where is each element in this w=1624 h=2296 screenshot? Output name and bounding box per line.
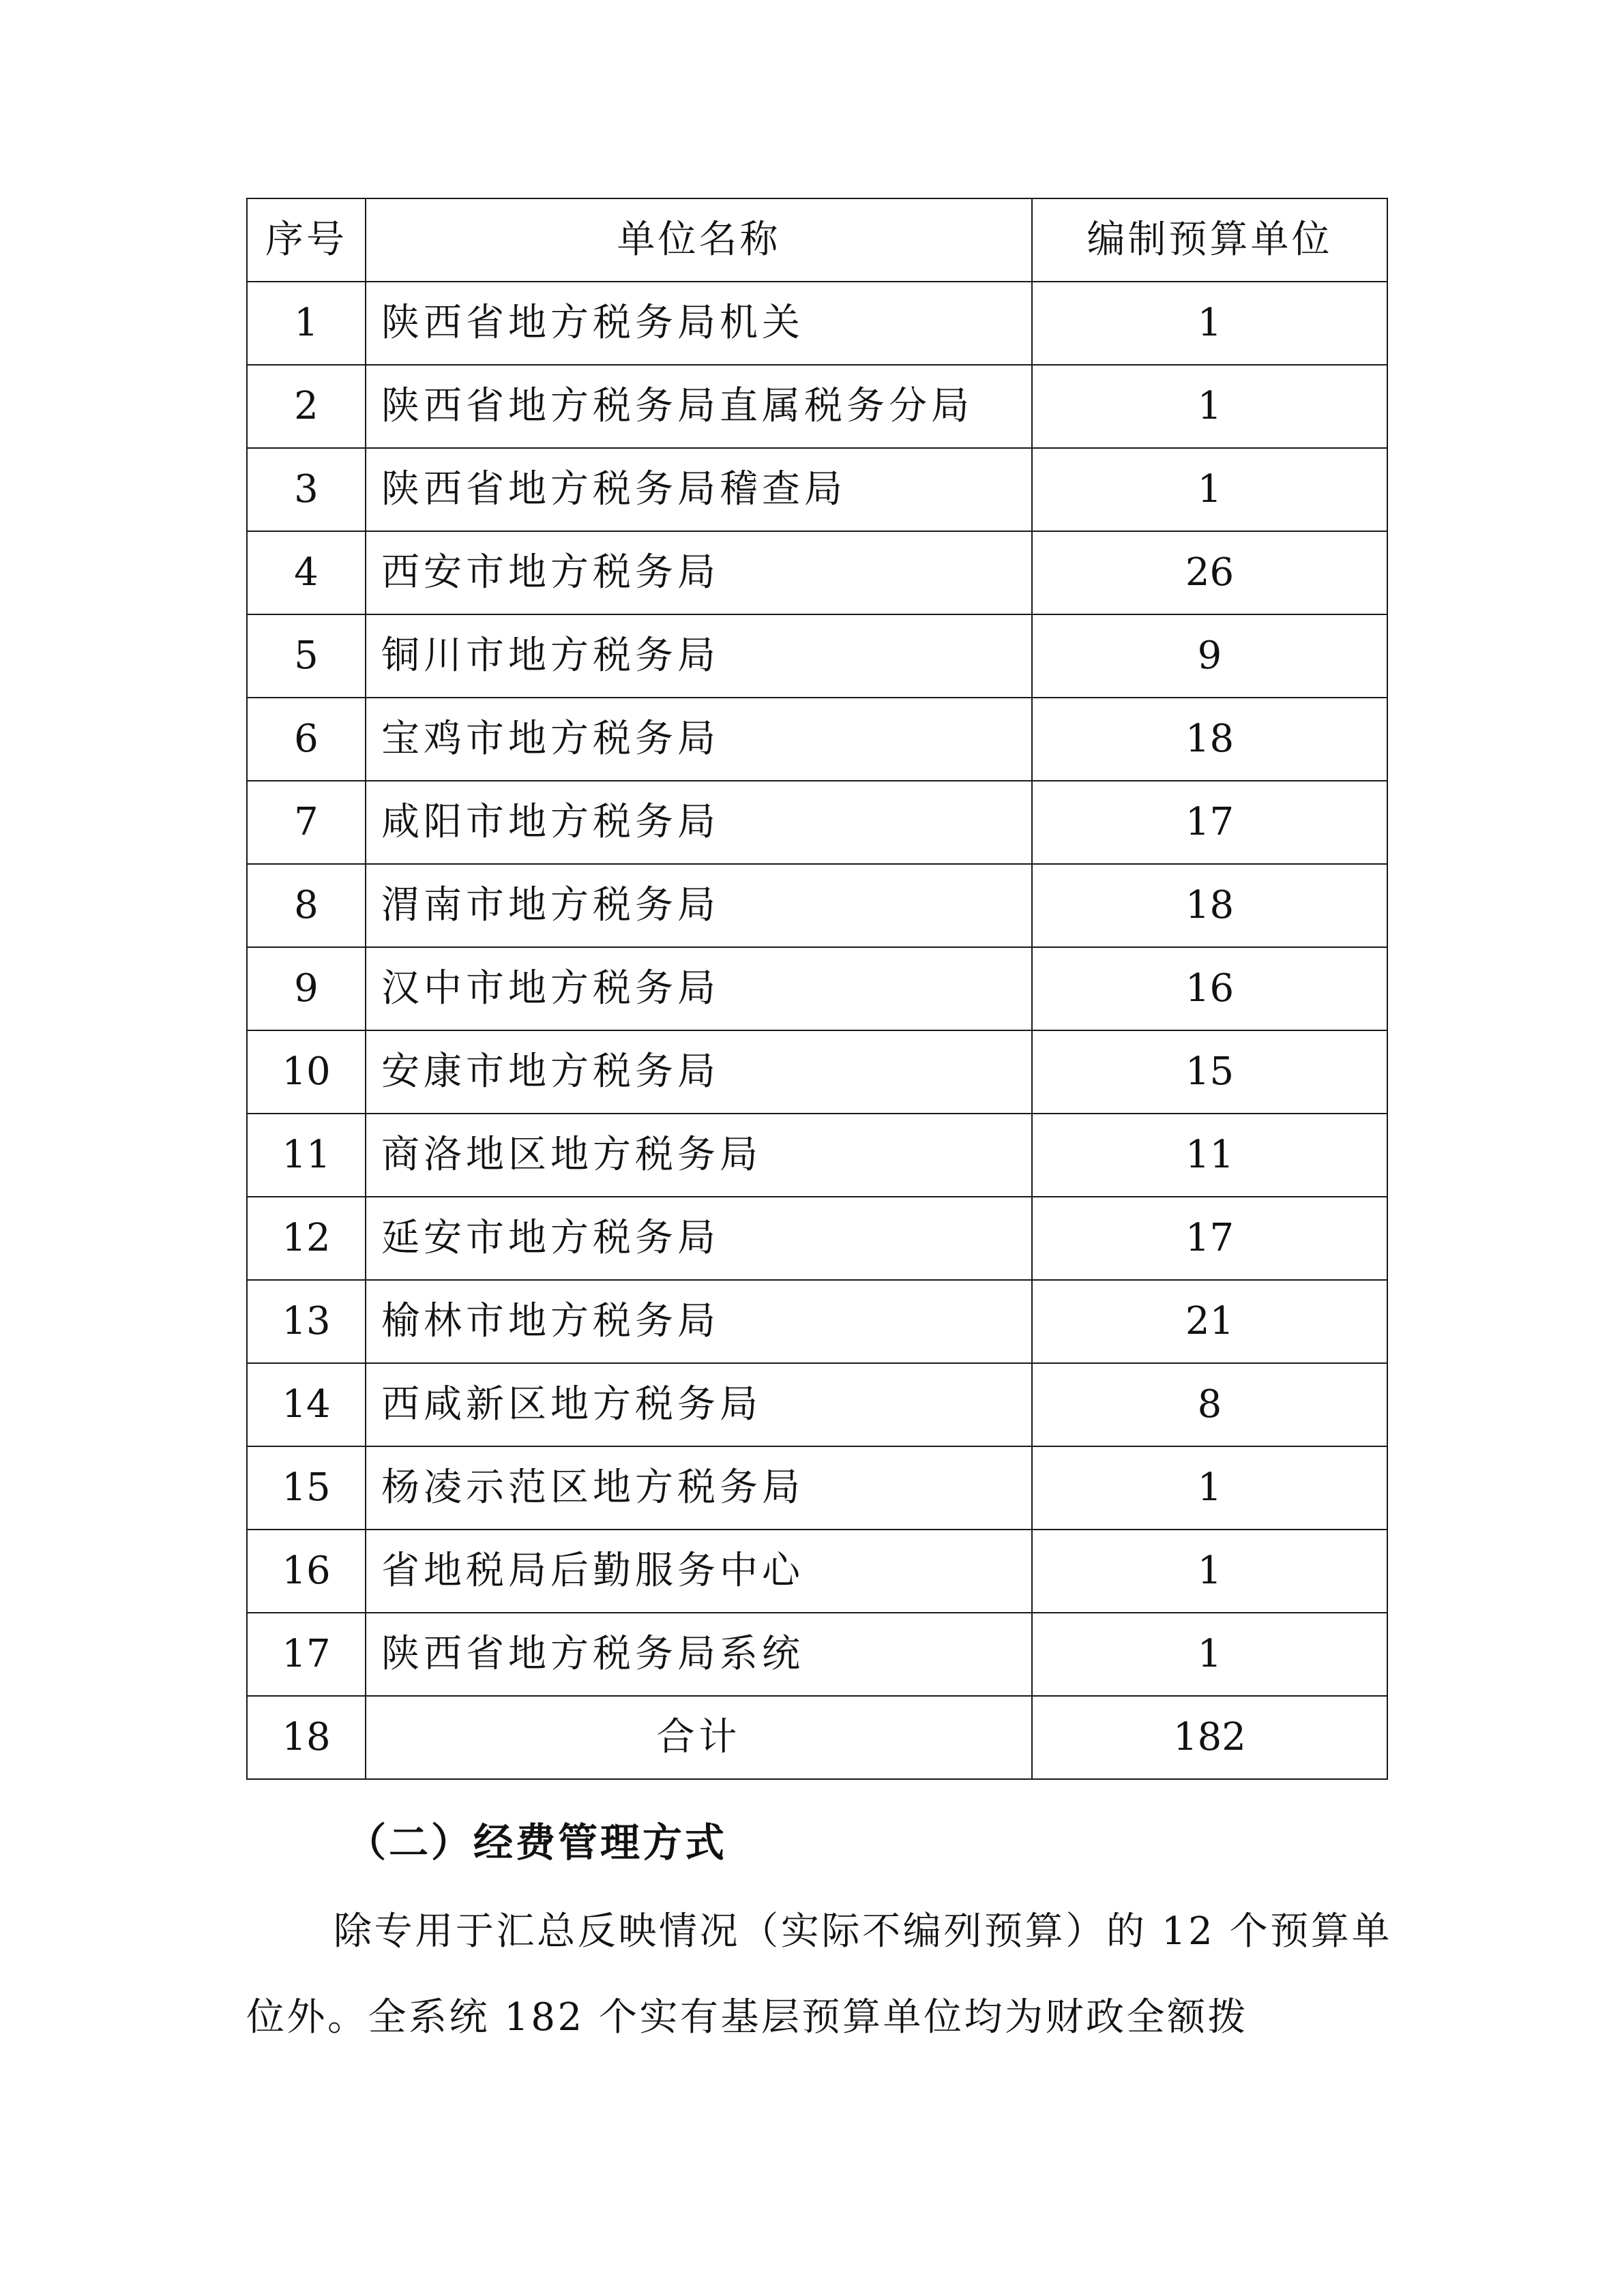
table-row [247,614,1387,698]
row-seq: 15 [247,1446,366,1530]
budget-units-table [246,198,1388,1780]
table-row [247,531,1387,614]
table-row [247,698,1387,781]
total-count: 182 [1032,1696,1387,1779]
row-seq: 7 [247,781,366,864]
row-budget-units: 1 [1032,1530,1387,1613]
row-budget-units: 18 [1032,698,1387,781]
row-budget-units: 1 [1032,448,1387,531]
table-row [247,781,1387,864]
row-seq: 11 [247,1114,366,1197]
row-seq: 17 [247,1613,366,1696]
header-unit-name: 单位名称 [366,198,1032,282]
total-seq: 18 [247,1696,366,1779]
row-seq: 12 [247,1197,366,1280]
row-unit-name: 西咸新区地方税务局 [366,1363,1032,1446]
table-row [247,282,1387,365]
row-budget-units: 1 [1032,282,1387,365]
table-header-row [247,198,1387,282]
table-row [247,1030,1387,1114]
row-seq: 13 [247,1280,366,1363]
row-budget-units: 18 [1032,864,1387,947]
table-row [247,1280,1387,1363]
row-budget-units: 8 [1032,1363,1387,1446]
row-budget-units: 1 [1032,1446,1387,1530]
row-unit-name: 陕西省地方税务局直属税务分局 [366,365,1032,448]
row-budget-units: 1 [1032,1613,1387,1696]
row-seq: 16 [247,1530,366,1613]
row-budget-units: 21 [1032,1280,1387,1363]
row-unit-name: 铜川市地方税务局 [366,614,1032,698]
table-row [247,1363,1387,1446]
row-unit-name: 咸阳市地方税务局 [366,781,1032,864]
row-unit-name: 宝鸡市地方税务局 [366,698,1032,781]
table-body [247,282,1387,1779]
row-budget-units: 11 [1032,1114,1387,1197]
row-budget-units: 17 [1032,1197,1387,1280]
row-seq: 4 [247,531,366,614]
row-unit-name: 延安市地方税务局 [366,1197,1032,1280]
row-seq: 14 [247,1363,366,1446]
row-unit-name: 省地税局后勤服务中心 [366,1530,1032,1613]
total-label: 合计 [366,1696,1032,1779]
table-row [247,365,1387,448]
row-seq: 8 [247,864,366,947]
table-row [247,1446,1387,1530]
table-row [247,1613,1387,1696]
table-row [247,1114,1387,1197]
row-unit-name: 安康市地方税务局 [366,1030,1032,1114]
row-unit-name: 陕西省地方税务局稽查局 [366,448,1032,531]
header-seq: 序号 [247,198,366,282]
row-budget-units: 9 [1032,614,1387,698]
row-seq: 3 [247,448,366,531]
row-unit-name: 陕西省地方税务局机关 [366,282,1032,365]
row-unit-name: 杨凌示范区地方税务局 [366,1446,1032,1530]
row-budget-units: 1 [1032,365,1387,448]
body-paragraph: 除专用于汇总反映情况（实际不编列预算）的 12 个预算单位外。全系统 182 个实有基层预算单位均为财政全额拨 [246,1909,1392,2040]
table-row [247,1197,1387,1280]
row-seq: 2 [247,365,366,448]
table-row [247,448,1387,531]
row-budget-units: 16 [1032,947,1387,1030]
table-total-row [247,1696,1387,1779]
row-budget-units: 17 [1032,781,1387,864]
budget-units-table-container [246,198,1385,1780]
row-unit-name: 商洛地区地方税务局 [366,1114,1032,1197]
section-heading: （二）经费管理方式 [346,1819,728,1866]
row-seq: 1 [247,282,366,365]
row-seq: 5 [247,614,366,698]
row-unit-name: 陕西省地方税务局系统 [366,1613,1032,1696]
row-unit-name: 西安市地方税务局 [366,531,1032,614]
row-unit-name: 汉中市地方税务局 [366,947,1032,1030]
row-budget-units: 26 [1032,531,1387,614]
header-budget-units: 编制预算单位 [1032,198,1387,282]
row-seq: 10 [247,1030,366,1114]
row-budget-units: 15 [1032,1030,1387,1114]
table-row [247,1530,1387,1613]
row-unit-name: 榆林市地方税务局 [366,1280,1032,1363]
table-row [247,947,1387,1030]
table-row [247,864,1387,947]
row-seq: 6 [247,698,366,781]
row-unit-name: 渭南市地方税务局 [366,864,1032,947]
row-seq: 9 [247,947,366,1030]
